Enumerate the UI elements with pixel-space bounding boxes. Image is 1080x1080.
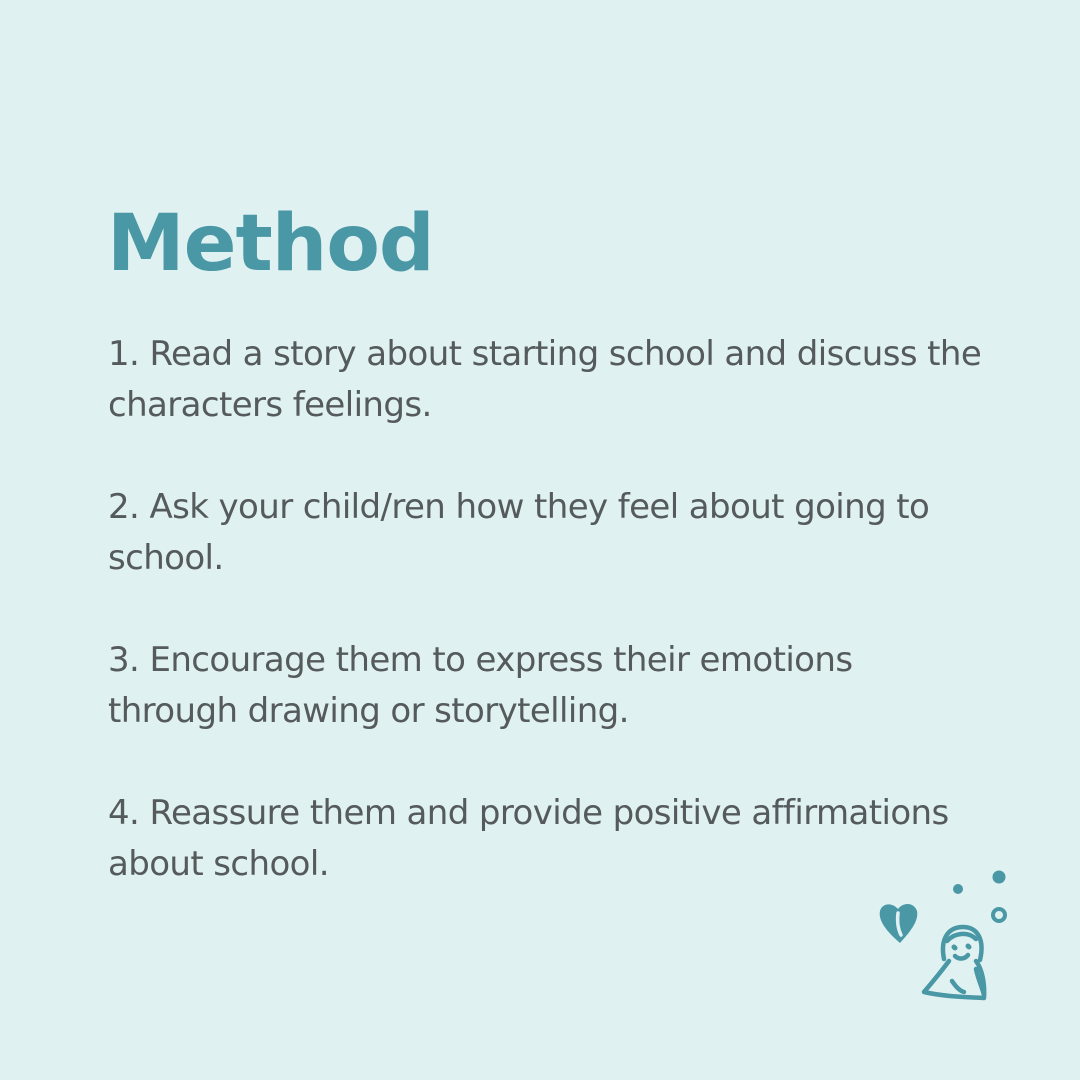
heart-icon: [880, 904, 918, 943]
circle-icon: [993, 909, 1005, 921]
method-step-1: 1. Read a story about starting school and discuss the characters feelings.: [108, 334, 982, 425]
method-steps-list: [108, 329, 988, 890]
dot-icon: [953, 884, 963, 894]
dot-icon: [993, 871, 1006, 884]
method-step-3: 3. Encourage them to express their emotions through drawing or storytelling.: [108, 640, 853, 731]
child-icon: [924, 927, 984, 998]
page-title: Method: [107, 199, 434, 289]
method-step-4: 4. Reassure them and provide positive affirmations about school.: [108, 793, 949, 884]
child-heart-illustration: [872, 865, 1022, 1010]
method-step-2: 2. Ask your child/ren how they feel about going to school.: [108, 487, 930, 578]
